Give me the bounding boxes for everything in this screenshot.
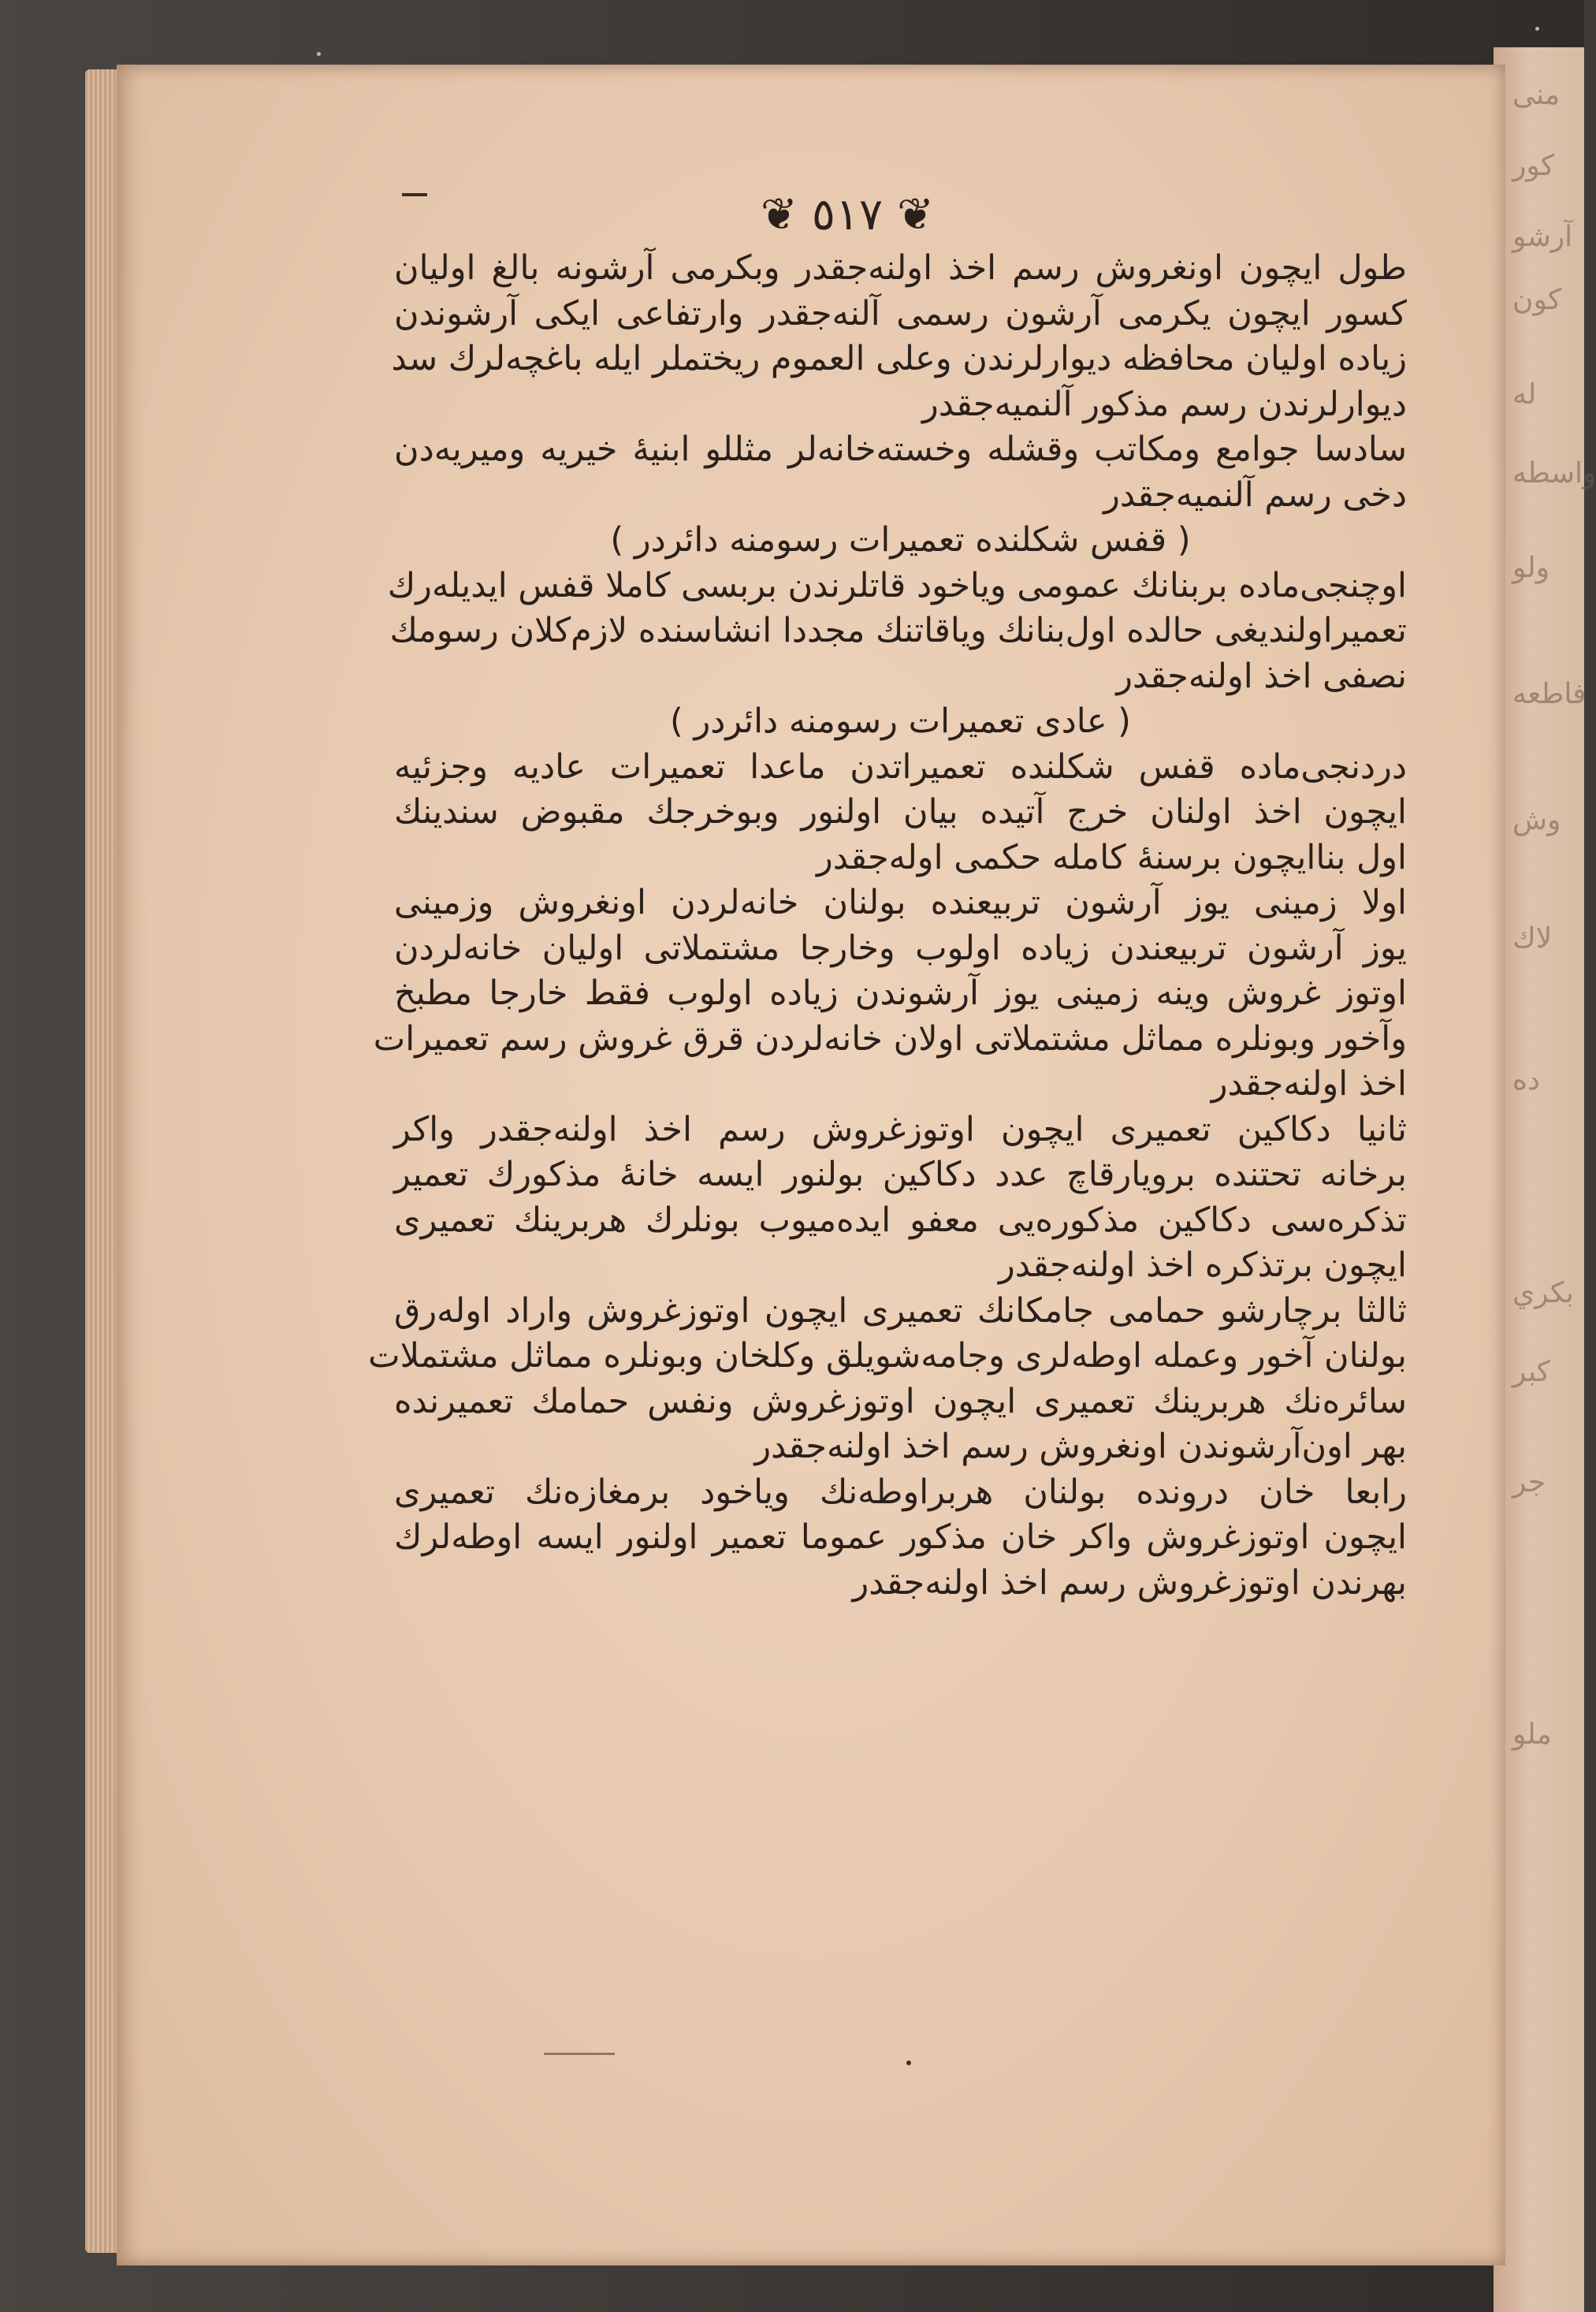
text-line: کسور ایچون یکرمی آرشون رسمی آلنه‌جقدر وارتفاعی ایکی آرشوندن <box>394 293 1407 333</box>
text-line: بولنان آخور وعمله اوطه‌لری وجامه‌شویلق وکلخان وبونلره مماثل مشتملات <box>368 1336 1407 1376</box>
text-line: اوتوز غروش وینه زمینی یوز آرشوندن زیاده اولوب فقط خارجا مطبخ <box>394 974 1407 1013</box>
text-line: تذکره‌سی دکاکین مذکوره‌یی معفو ایده‌میوب بونلرك هربرینك تعمیری <box>394 1200 1407 1240</box>
text-line: ایچون برتذکره اخذ اولنه‌جقدر <box>998 1245 1407 1285</box>
footer-mark <box>906 2061 911 2065</box>
adjacent-page-fragment: آرشو <box>1512 221 1573 253</box>
ornament-left-icon: ❦ <box>897 188 935 240</box>
text-line: بهرندن اوتوزغروش رسم اخذ اولنه‌جقدر <box>852 1562 1407 1603</box>
adjacent-page-fragment: ﻟﻪ <box>1512 378 1537 411</box>
text-line: اوچنجی‌ماده بربنانك عمومی ویاخود قاتلرندن بربسی کاملا قفس ایدیله‌رك <box>387 565 1407 605</box>
body-text <box>368 246 1407 1606</box>
ornament-right-icon: ❦ <box>760 188 798 240</box>
text-line: دیوارلرندن رسم مذکور آلنمیه‌جقدر <box>921 384 1407 424</box>
text-line: بهر اون‌آرشوندن اونغروش رسم اخذ اولنه‌جقدر <box>754 1427 1407 1466</box>
dust-speck <box>317 52 321 56</box>
section-heading: ( عادی تعمیرات رسومنه دائردر ) <box>670 702 1131 741</box>
adjacent-page-fragment: ﻓﺎﻃﻌﻪ <box>1512 678 1587 710</box>
adjacent-page-fragment: بكري <box>1512 1277 1574 1309</box>
text-line: دردنجی‌ماده قفس شکلنده تعمیراتدن ماعدا تعمیرات عادیه وجزئیه <box>394 746 1407 787</box>
text-line: ایچون اوتوزغروش واکر خان مذکور عموما تعمیر اولنور ایسه اوطه‌لرك <box>394 1517 1407 1557</box>
adjacent-page-fragment: لاك <box>1512 922 1553 955</box>
text-line: سادسا جوامع ومکاتب وقشله وخسته‌خانه‌لر مثللو ابنیهٔ خیریه ومیریه‌دن <box>394 430 1407 469</box>
text-line: ایچون اخذ اولنان خرج آتیده بیان اولنور وبوخرجك مقبوض سندینك <box>394 792 1407 832</box>
text-line: یوز آرشون تربیعندن زیاده اولوب وخارجا مشتملاتی اولیان خانه‌لردن <box>394 928 1407 968</box>
adjacent-page-fragment: ﮐﻮر <box>1512 150 1555 182</box>
text-line: رابعا خان درونده بولنان هربراوطه‌نك ویاخود برمغازه‌نك تعمیری <box>394 1472 1407 1512</box>
text-line: ثانیا دکاکین تعمیری ایچون اوتوزغروش رسم اخذ اولنه‌جقدر واکر <box>394 1109 1407 1149</box>
adjacent-page-fragment: ملو <box>1512 1718 1552 1751</box>
text-line: اخذ اولنه‌جقدر <box>1211 1064 1407 1104</box>
text-line: نصفی اخذ اولنه‌جقدر <box>1116 656 1407 696</box>
text-line: برخانه تحتنده برویارقاچ عدد دکاکین بولنور ایسه خانهٔ مذکورك تعمیر <box>394 1155 1407 1194</box>
text-line: ثالثا برچارشو حمامی جامکانك تعمیری ایچون اوتوزغروش واراد اوله‌رق <box>394 1290 1407 1331</box>
text-line: دخی رسم آلنمیه‌جقدر <box>1103 475 1407 515</box>
text-line: طول ایچون اونغروش رسم اخذ اولنه‌جقدر وبکرمی آرشونه بالغ اولیان <box>394 248 1407 288</box>
section-heading: ( قفس شکلنده تعمیرات رسومنه دائردر ) <box>610 520 1191 560</box>
text-line: اول بناایچون برسنهٔ کامله حکمی اوله‌جقدر <box>816 837 1407 877</box>
adjacent-page-fragment: ده <box>1512 1064 1540 1096</box>
footer-rule <box>544 2053 615 2055</box>
dust-speck <box>1535 27 1539 31</box>
text-line: سائره‌نك هربرینك تعمیری ایچون اوتوزغروش ونفس حمامك تعمیرنده <box>394 1381 1407 1421</box>
text-line: زیاده اولیان محافظه دیوارلرندن وعلی العموم ریختملر ایله باغچه‌لرك سد <box>391 339 1407 378</box>
adjacent-page-fragment: کون <box>1512 284 1562 316</box>
text-line: تعمیراولندیغی حالده اول‌بنانك ویاقاتنك مجددا انشاسنده لازم‌کلان رسومك <box>389 611 1407 650</box>
page-number: ٥١٧ <box>811 189 884 240</box>
text-line: وآخور وبونلره مماثل مشتملاتی اولان خانه‌لردن قرق غروش رسم تعمیرات <box>373 1018 1407 1059</box>
adjacent-page-fragment: ﻣﻨﯽ <box>1512 79 1561 111</box>
adjacent-page-fragment: وش <box>1512 804 1561 836</box>
page-header <box>0 189 1584 240</box>
adjacent-page-edge <box>1494 47 1596 2312</box>
adjacent-page-fragment: واسطه <box>1512 457 1596 490</box>
text-line: اولا زمینی یوز آرشون تربیعنده بولنان خانه‌لردن اونغروش وزمینی <box>394 883 1407 922</box>
adjacent-page-fragment: وﻟﻮ <box>1512 552 1549 584</box>
adjacent-page-fragment: جر <box>1512 1466 1546 1499</box>
adjacent-page-fragment: كبر <box>1512 1356 1550 1388</box>
